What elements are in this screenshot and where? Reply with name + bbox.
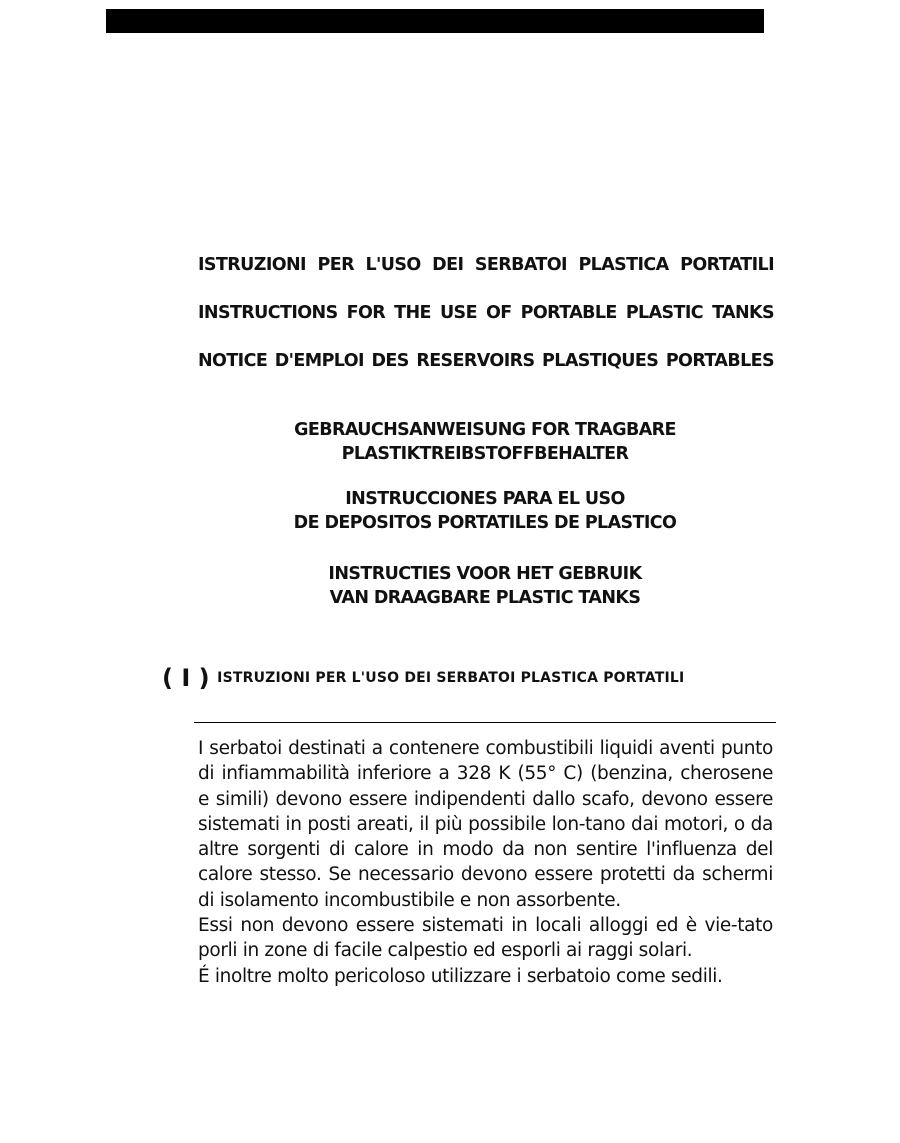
- title-italian: ISTRUZIONI PER L'USO DEI SERBATOI PLASTICA PORTATILI: [198, 255, 774, 275]
- paragraph-1: I serbatoi destinati a contenere combustibili liquidi aventi punto di infiammabilità inferiore a 328 K (55° C) (benzina, cherosene e simili) devono essere indipendenti dallo scafo, devono essere sistemati in posti areati, il più possibile lon-tano dai motori, o da altre sorgenti di calore in modo da non sentire l'influenza del calore stesso. Se necessario devono essere protetti da schermi di isolamento incombustibile e non assorbente.: [198, 738, 773, 911]
- title-spanish: [200, 487, 770, 535]
- title-dutch-line1: INSTRUCTIES VOOR HET GEBRUIK: [328, 564, 642, 584]
- section-divider: [194, 722, 776, 723]
- title-german: [200, 418, 770, 466]
- section-title: ISTRUZIONI PER L'USO DEI SERBATOI PLASTICA PORTATILI: [217, 670, 685, 686]
- body-text: [198, 736, 773, 989]
- title-german-line1: GEBRAUCHSANWEISUNG FOR TRAGBARE: [294, 420, 676, 440]
- section-marker: ( I ): [162, 664, 210, 692]
- paragraph-2: Essi non devono essere sistemati in locali alloggi ed è vie-tato porli in zone di facile calpestio ed esporli ai raggi solari.: [198, 915, 773, 962]
- paragraph-3: É inoltre molto pericoloso utilizzare i serbatoio come sedili.: [198, 965, 723, 987]
- title-dutch: [200, 562, 770, 610]
- title-german-line2: PLASTIKTREIBSTOFFBEHALTER: [341, 444, 629, 464]
- title-english: INSTRUCTIONS FOR THE USE OF PORTABLE PLASTIC TANKS: [198, 303, 774, 323]
- title-spanish-line2: DE DEPOSITOS PORTATILES DE PLASTICO: [293, 513, 677, 533]
- section-heading: [162, 664, 684, 692]
- title-french: NOTICE D'EMPLOI DES RESERVOIRS PLASTIQUES PORTABLES: [198, 351, 774, 371]
- title-spanish-line1: INSTRUCCIONES PARA EL USO: [345, 489, 625, 509]
- title-dutch-line2: VAN DRAAGBARE PLASTIC TANKS: [329, 588, 641, 608]
- header-bar: [106, 9, 764, 33]
